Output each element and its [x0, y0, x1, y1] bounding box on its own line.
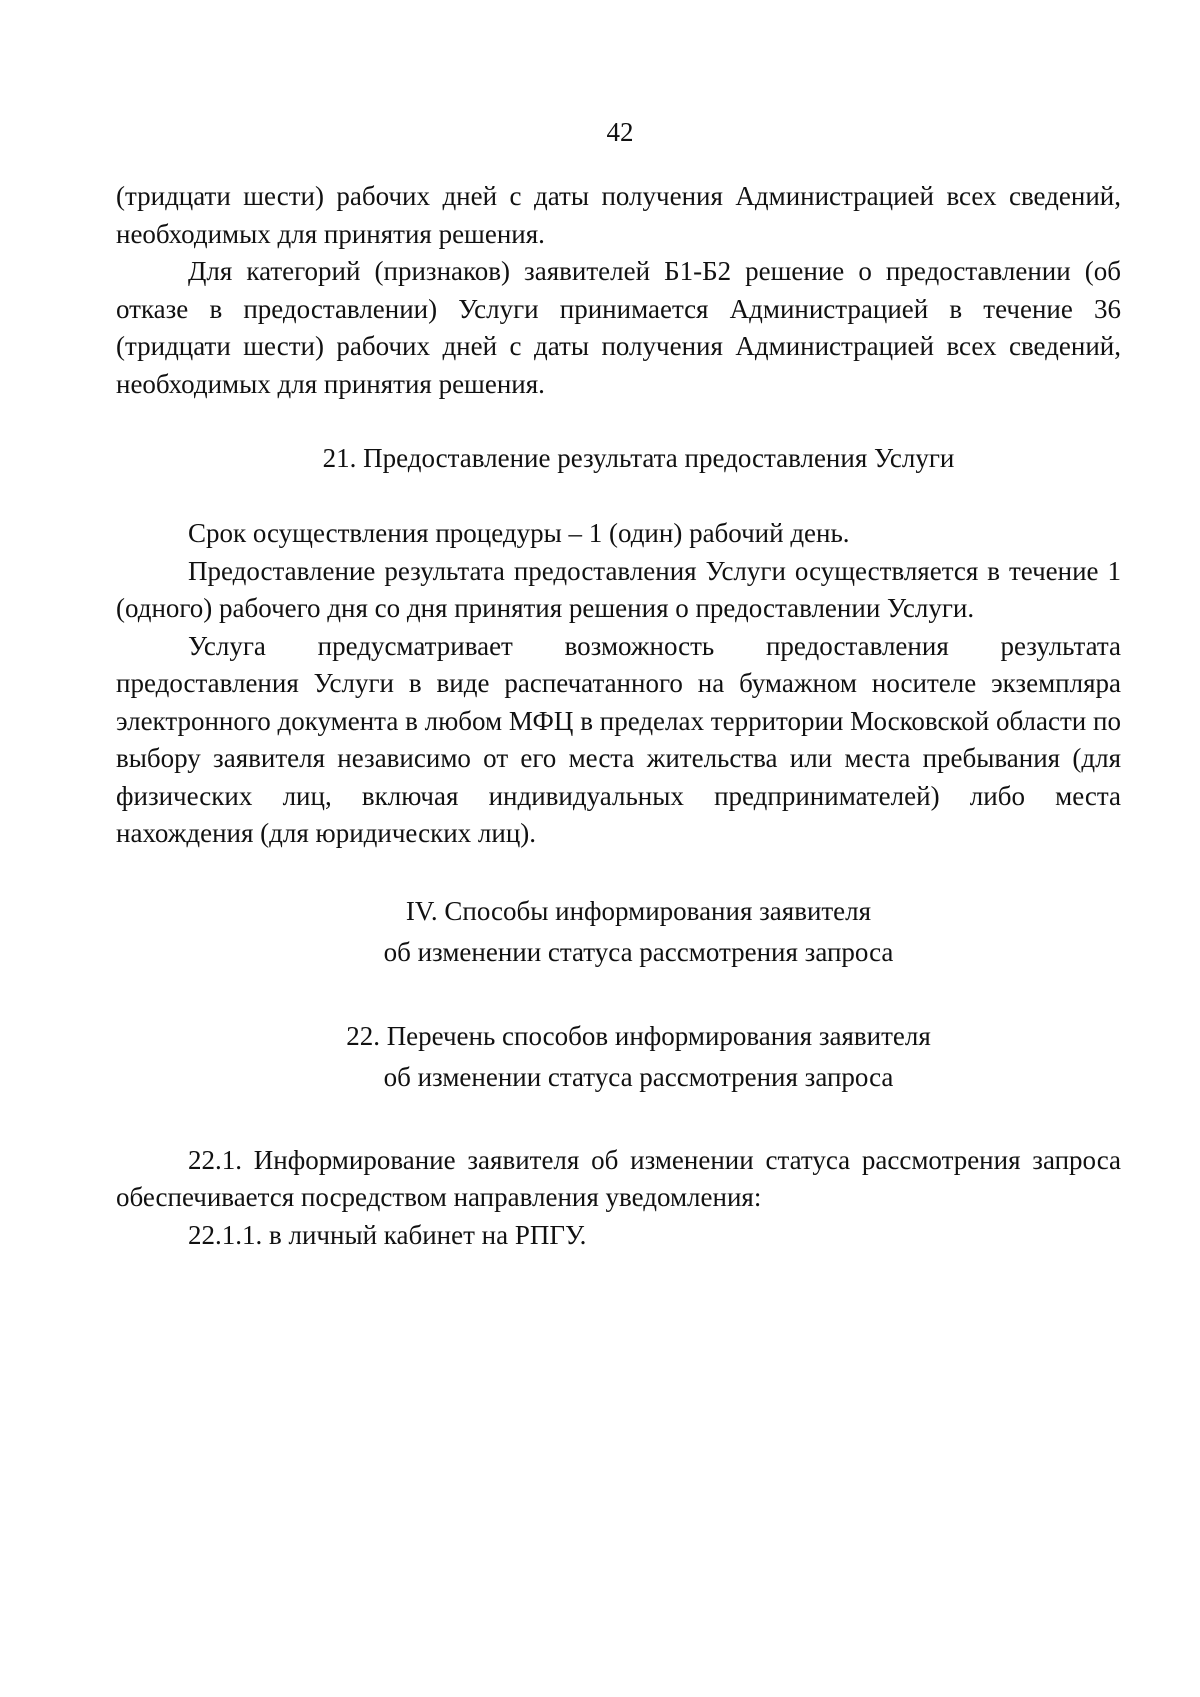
- paragraph-result-delivery: Предоставление результата предоставления Услуги осуществляется в течение 1 (одного) рабочего дня со дня принятия решения о предоставлении Услуги.: [116, 555, 1121, 623]
- section-22-heading: [116, 1016, 1121, 1098]
- paragraph-mfc-option: Услуга предусматривает возможность предоставления результата предоставления Услуги в виде распечатанного на бумажном носителе экземпляра электронного документа в любом МФЦ в пределах территории Московской области по выбору заявителя независимо от его места жительства или места пребывания (для физических лиц, включая индивидуальных предпринимателей) либо места нахождения (для юридических лиц).: [116, 630, 1121, 848]
- section-21-heading-text: 21. Предоставление результата предоставления Услуги: [322, 443, 955, 473]
- paragraph-categories-b1-b2: Для категорий (признаков) заявителей Б1-Б2 решение о предоставлении (об отказе в предоставлении) Услуги принимается Администрацией в течение 36 (тридцати шести) рабочих дней с даты получения Администрацией всех сведений, необходимых для принятия решения.: [116, 256, 1121, 399]
- section-21-heading: [116, 438, 1121, 479]
- paragraph-procedure-term: Срок осуществления процедуры – 1 (один) рабочий день.: [188, 518, 850, 548]
- chapter-iv-heading: [116, 891, 1121, 973]
- section-22-heading-line2: об изменении статуса рассмотрения запроса: [383, 1061, 894, 1092]
- chapter-iv-heading-line1: IV. Способы информирования заявителя: [405, 895, 872, 926]
- document-body: [116, 178, 1121, 1254]
- page-number: 42: [606, 117, 634, 147]
- section-22-heading-line1: 22. Перечень способов информирования заявителя: [346, 1020, 931, 1051]
- chapter-iv-heading-line2: об изменении статуса рассмотрения запроса: [383, 936, 894, 967]
- paragraph-22-1: 22.1. Информирование заявителя об изменении статуса рассмотрения запроса обеспечивается посредством направления уведомления:: [116, 1144, 1121, 1212]
- paragraph-continuation: (тридцати шести) рабочих дней с даты получения Администрацией всех сведений, необходимых для принятия решения.: [116, 181, 1121, 249]
- paragraph-22-1-1: 22.1.1. в личный кабинет на РПГУ.: [188, 1219, 587, 1250]
